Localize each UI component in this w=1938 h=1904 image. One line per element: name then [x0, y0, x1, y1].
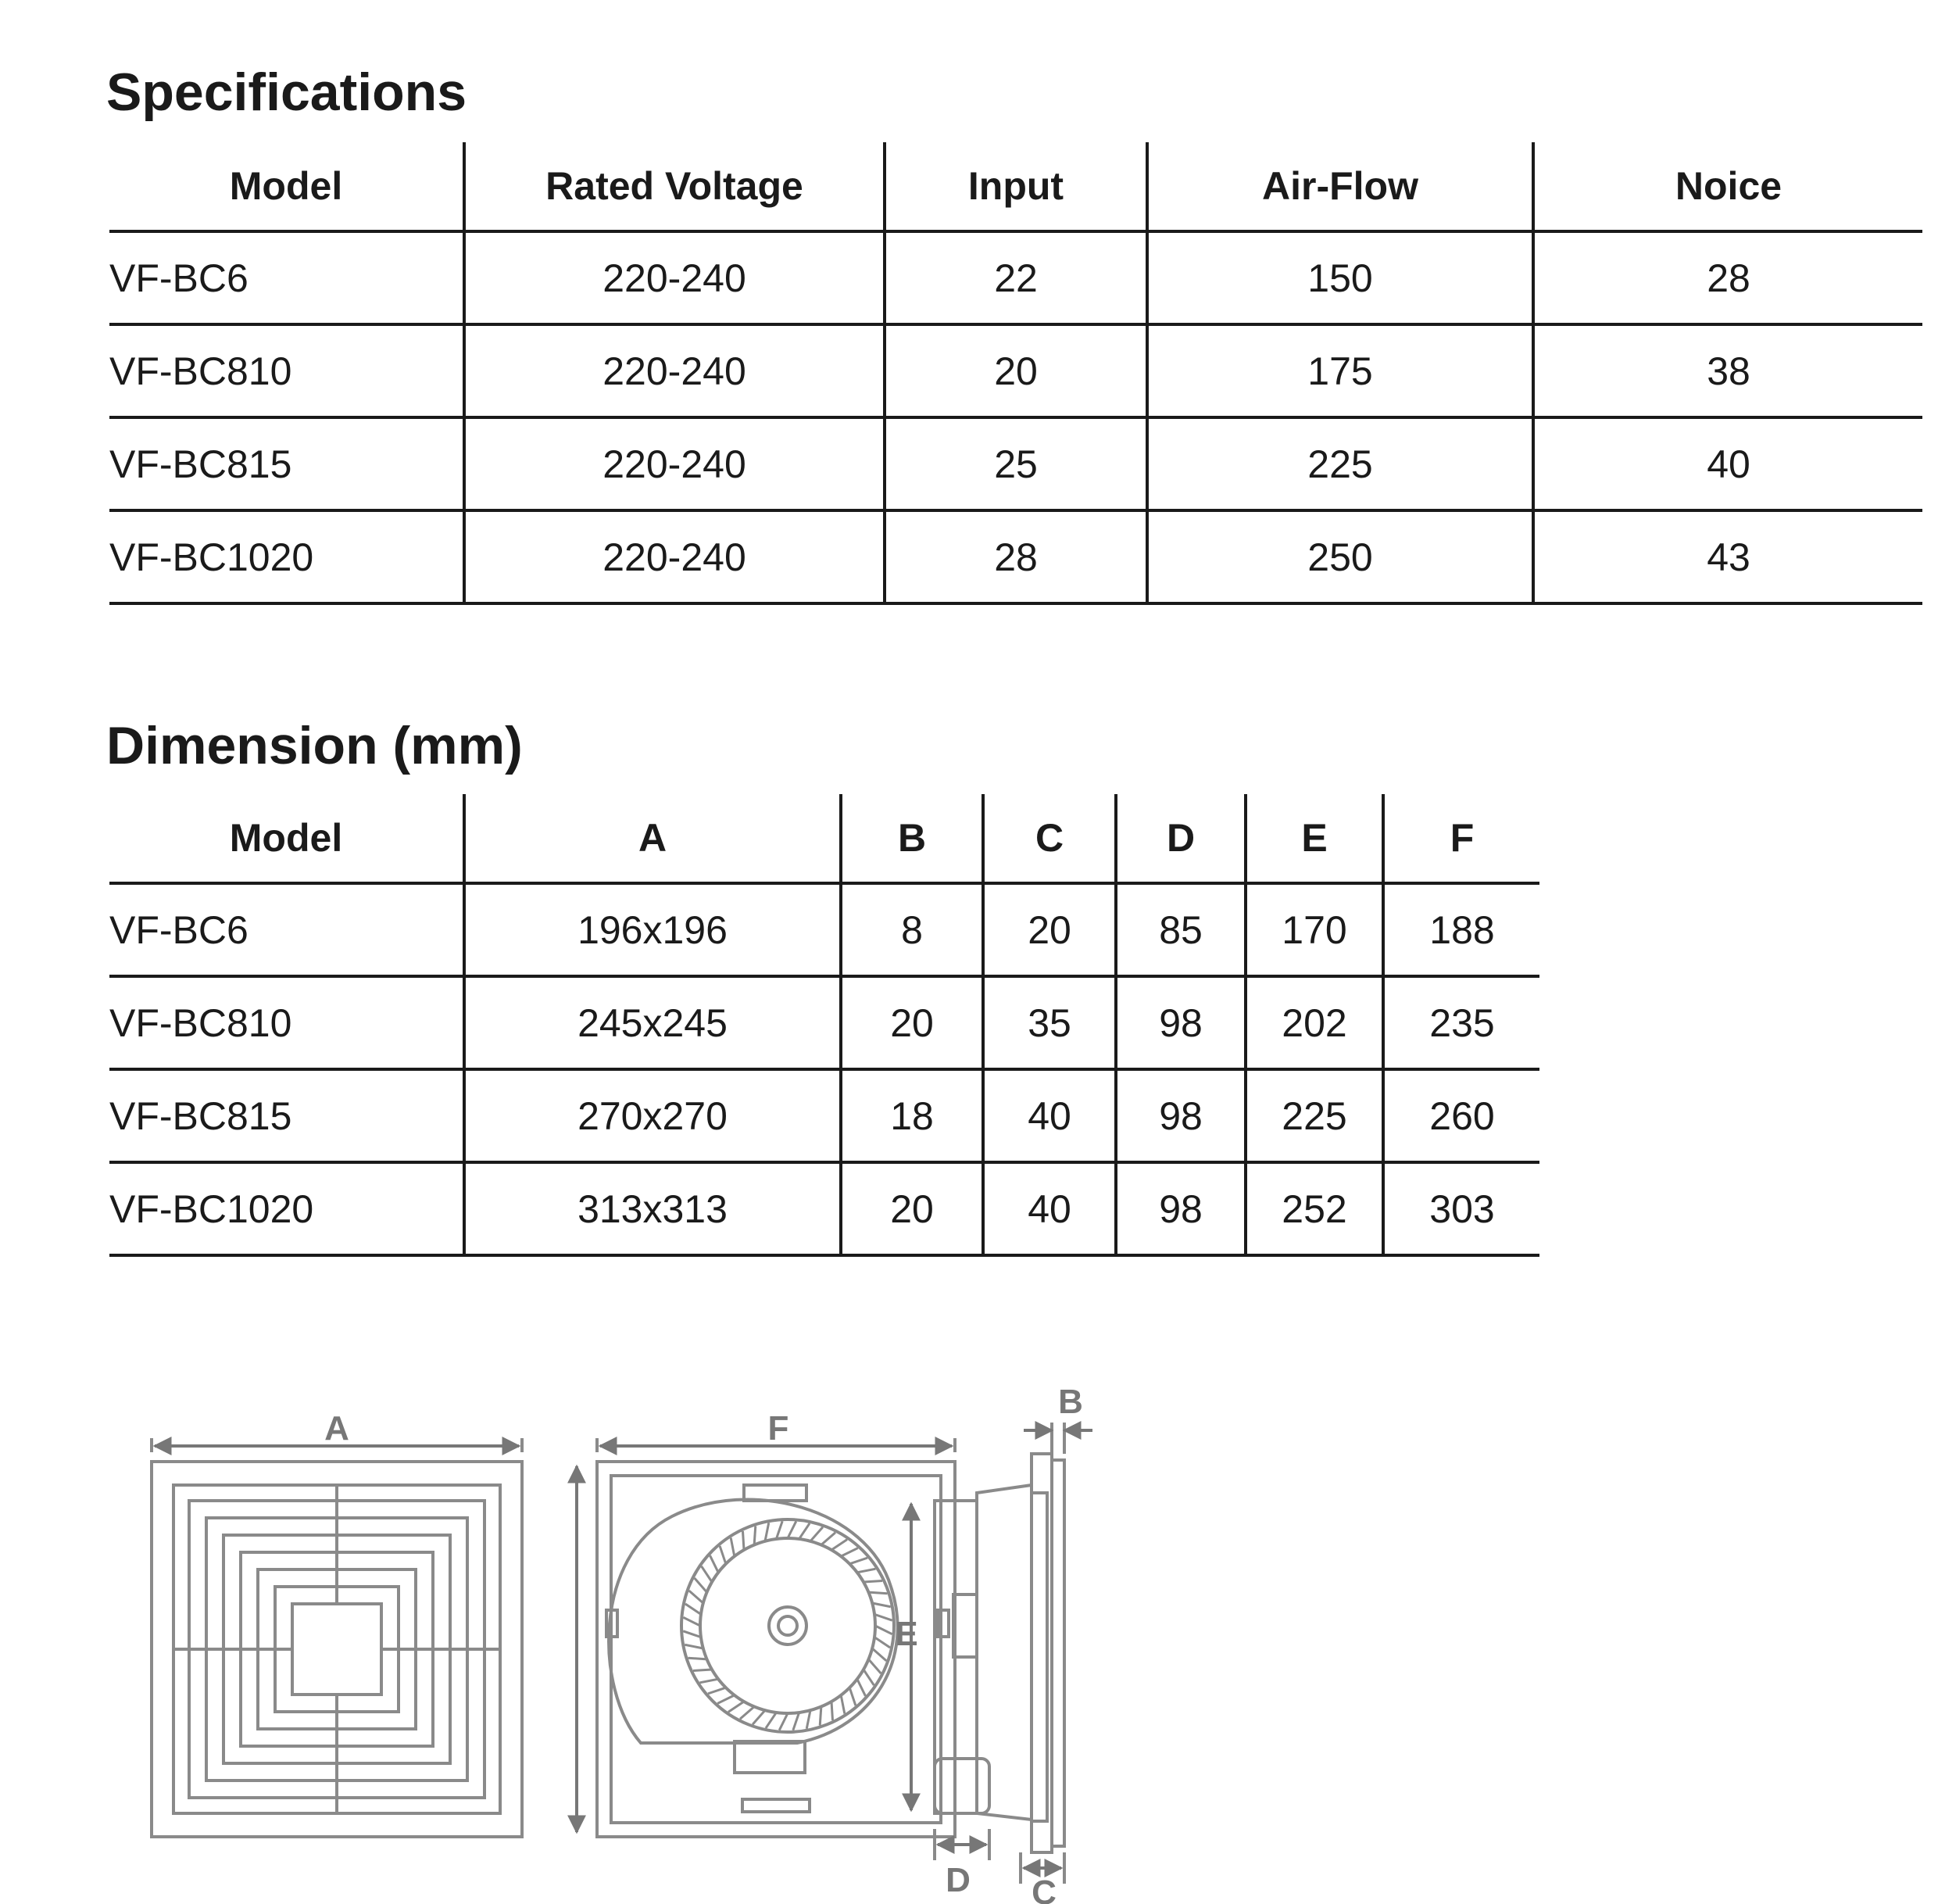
front-grille-view: [152, 1438, 522, 1837]
cell-model: VF-BC815: [109, 1093, 292, 1138]
cell-input: 22: [885, 231, 1147, 324]
blower-fin: [685, 1604, 701, 1614]
blower-fin: [700, 1679, 719, 1683]
cell-c: 35: [983, 976, 1116, 1069]
blower-fin: [857, 1569, 876, 1573]
cell-input: 20: [885, 324, 1147, 417]
dimension-label-e: E: [895, 1615, 918, 1653]
cell-e: 252: [1246, 1162, 1383, 1255]
column-header-rated-voltage: Rated Voltage: [464, 142, 885, 231]
cell-b: 20: [841, 1162, 983, 1255]
blower-fin: [872, 1648, 886, 1661]
column-header-b: B: [841, 794, 983, 883]
cell-model: VF-BC6: [109, 907, 249, 952]
dimension-label-d: D: [946, 1861, 971, 1899]
blower-fin: [868, 1659, 881, 1673]
blower-fin: [875, 1626, 892, 1634]
column-header-model: Model: [229, 816, 343, 860]
cell-rated-voltage: 220-240: [464, 231, 885, 324]
cell-noice: 28: [1533, 231, 1922, 324]
cell-noice: 38: [1533, 324, 1922, 417]
blower-fin: [720, 1546, 726, 1564]
blower-fin: [872, 1603, 891, 1607]
cell-a: 270x270: [464, 1069, 841, 1162]
cell-e: 225: [1246, 1069, 1383, 1162]
cell-noice: 43: [1533, 510, 1922, 603]
dimension-label-b: B: [1058, 1383, 1083, 1421]
blower-fin: [683, 1631, 701, 1637]
cell-air-flow: 175: [1147, 324, 1533, 417]
blower-fin: [849, 1558, 867, 1564]
cell-model: VF-BC1020: [109, 535, 314, 579]
column-header-input: Input: [885, 142, 1147, 231]
cell-rated-voltage: 220-240: [464, 417, 885, 510]
table-header-row: [109, 794, 1539, 883]
cell-c: 40: [983, 1162, 1116, 1255]
blower-fin: [841, 1548, 858, 1557]
cell-c: 40: [983, 1069, 1116, 1162]
cell-a: 196x196: [464, 883, 841, 976]
cell-f: 188: [1383, 883, 1539, 976]
blower-fin: [841, 1695, 845, 1714]
blower-fin: [810, 1527, 823, 1541]
cell-f: 235: [1383, 976, 1539, 1069]
cell-b: 8: [841, 883, 983, 976]
column-header-model: Model: [229, 164, 343, 208]
cell-e: 202: [1246, 976, 1383, 1069]
table-row: [109, 231, 1922, 324]
cell-model: VF-BC810: [109, 349, 292, 393]
cell-air-flow: 150: [1147, 231, 1533, 324]
cell-model: VF-BC1020: [109, 1186, 314, 1231]
column-header-air-flow: Air-Flow: [1147, 142, 1533, 231]
blower-fin: [821, 1533, 835, 1545]
table-row: [109, 883, 1539, 976]
blower-fin: [717, 1695, 735, 1704]
blower-fin: [820, 1706, 821, 1725]
side-view: [911, 1423, 1092, 1884]
column-header-d: D: [1116, 794, 1246, 883]
cell-d: 98: [1116, 1069, 1246, 1162]
cell-air-flow: 250: [1147, 510, 1533, 603]
specifications-heading: Specifications: [106, 63, 467, 122]
cell-noice: 40: [1533, 417, 1922, 510]
blower-fin: [688, 1658, 706, 1659]
cell-e: 170: [1246, 883, 1383, 976]
column-header-e: E: [1246, 794, 1383, 883]
cell-d: 85: [1116, 883, 1246, 976]
column-header-a: A: [464, 794, 841, 883]
blower-fin: [740, 1706, 754, 1719]
cell-d: 98: [1116, 1162, 1246, 1255]
cell-c: 20: [983, 883, 1116, 976]
dimension-heading: Dimension (mm): [106, 716, 523, 775]
column-header-f: F: [1383, 794, 1539, 883]
cell-a: 245x245: [464, 976, 841, 1069]
blower-fin: [742, 1531, 744, 1550]
blower-fin: [806, 1710, 810, 1729]
blower-fin: [799, 1523, 810, 1539]
blower-fin: [831, 1540, 847, 1550]
table-row: [109, 324, 1922, 417]
dimension-label-c: C: [1032, 1874, 1057, 1904]
table-row: [109, 510, 1922, 603]
blower-fin: [779, 1713, 788, 1730]
column-header-noice: Noice: [1533, 142, 1922, 231]
blower-fin: [693, 1670, 712, 1671]
cell-f: 303: [1383, 1162, 1539, 1255]
dimension-label-f: F: [767, 1409, 789, 1448]
table-row: [109, 1162, 1539, 1255]
blower-fin: [831, 1702, 833, 1720]
blower-fin: [708, 1687, 726, 1694]
blower-fin: [753, 1710, 765, 1724]
table-row: [109, 1069, 1539, 1162]
blower-fin: [754, 1526, 756, 1544]
blower-fins: [683, 1521, 892, 1730]
blower-fin: [702, 1566, 712, 1582]
blower-fin: [864, 1580, 882, 1582]
blower-fin: [776, 1521, 782, 1539]
dimension-table: [109, 794, 1539, 1257]
dimension-drawing: [125, 1376, 1250, 1904]
blower-fin: [765, 1523, 769, 1541]
specifications-table: [109, 142, 1922, 605]
column-header-c: C: [983, 794, 1116, 883]
blower-fin: [868, 1592, 887, 1594]
cell-rated-voltage: 220-240: [464, 510, 885, 603]
blower-fin: [683, 1617, 700, 1626]
cell-air-flow: 225: [1147, 417, 1533, 510]
cell-input: 25: [885, 417, 1147, 510]
cell-d: 98: [1116, 976, 1246, 1069]
blower-fin: [685, 1645, 703, 1648]
blower-fin: [793, 1713, 799, 1730]
cell-b: 18: [841, 1069, 983, 1162]
blower-fin: [766, 1713, 776, 1728]
blower-fin: [728, 1702, 744, 1712]
cell-b: 20: [841, 976, 983, 1069]
blower-fin: [864, 1670, 874, 1685]
blower-fin: [788, 1521, 796, 1538]
blower-fin: [695, 1578, 707, 1592]
cell-rated-voltage: 220-240: [464, 324, 885, 417]
blower-fin: [874, 1614, 892, 1620]
table-row: [109, 976, 1539, 1069]
cell-f: 260: [1383, 1069, 1539, 1162]
blower-fin: [874, 1637, 890, 1648]
blower-fin: [849, 1687, 856, 1705]
blower-fin: [710, 1555, 719, 1573]
cell-model: VF-BC810: [109, 1000, 292, 1045]
blower-fin: [857, 1679, 866, 1696]
cell-a: 313x313: [464, 1162, 841, 1255]
cell-input: 28: [885, 510, 1147, 603]
blower-fin: [731, 1538, 735, 1557]
blower-fin: [689, 1591, 703, 1603]
table-row: [109, 417, 1922, 510]
cell-model: VF-BC6: [109, 256, 249, 300]
cell-model: VF-BC815: [109, 442, 292, 486]
dimension-label-a: A: [324, 1409, 349, 1448]
table-header-row: [109, 142, 1922, 231]
